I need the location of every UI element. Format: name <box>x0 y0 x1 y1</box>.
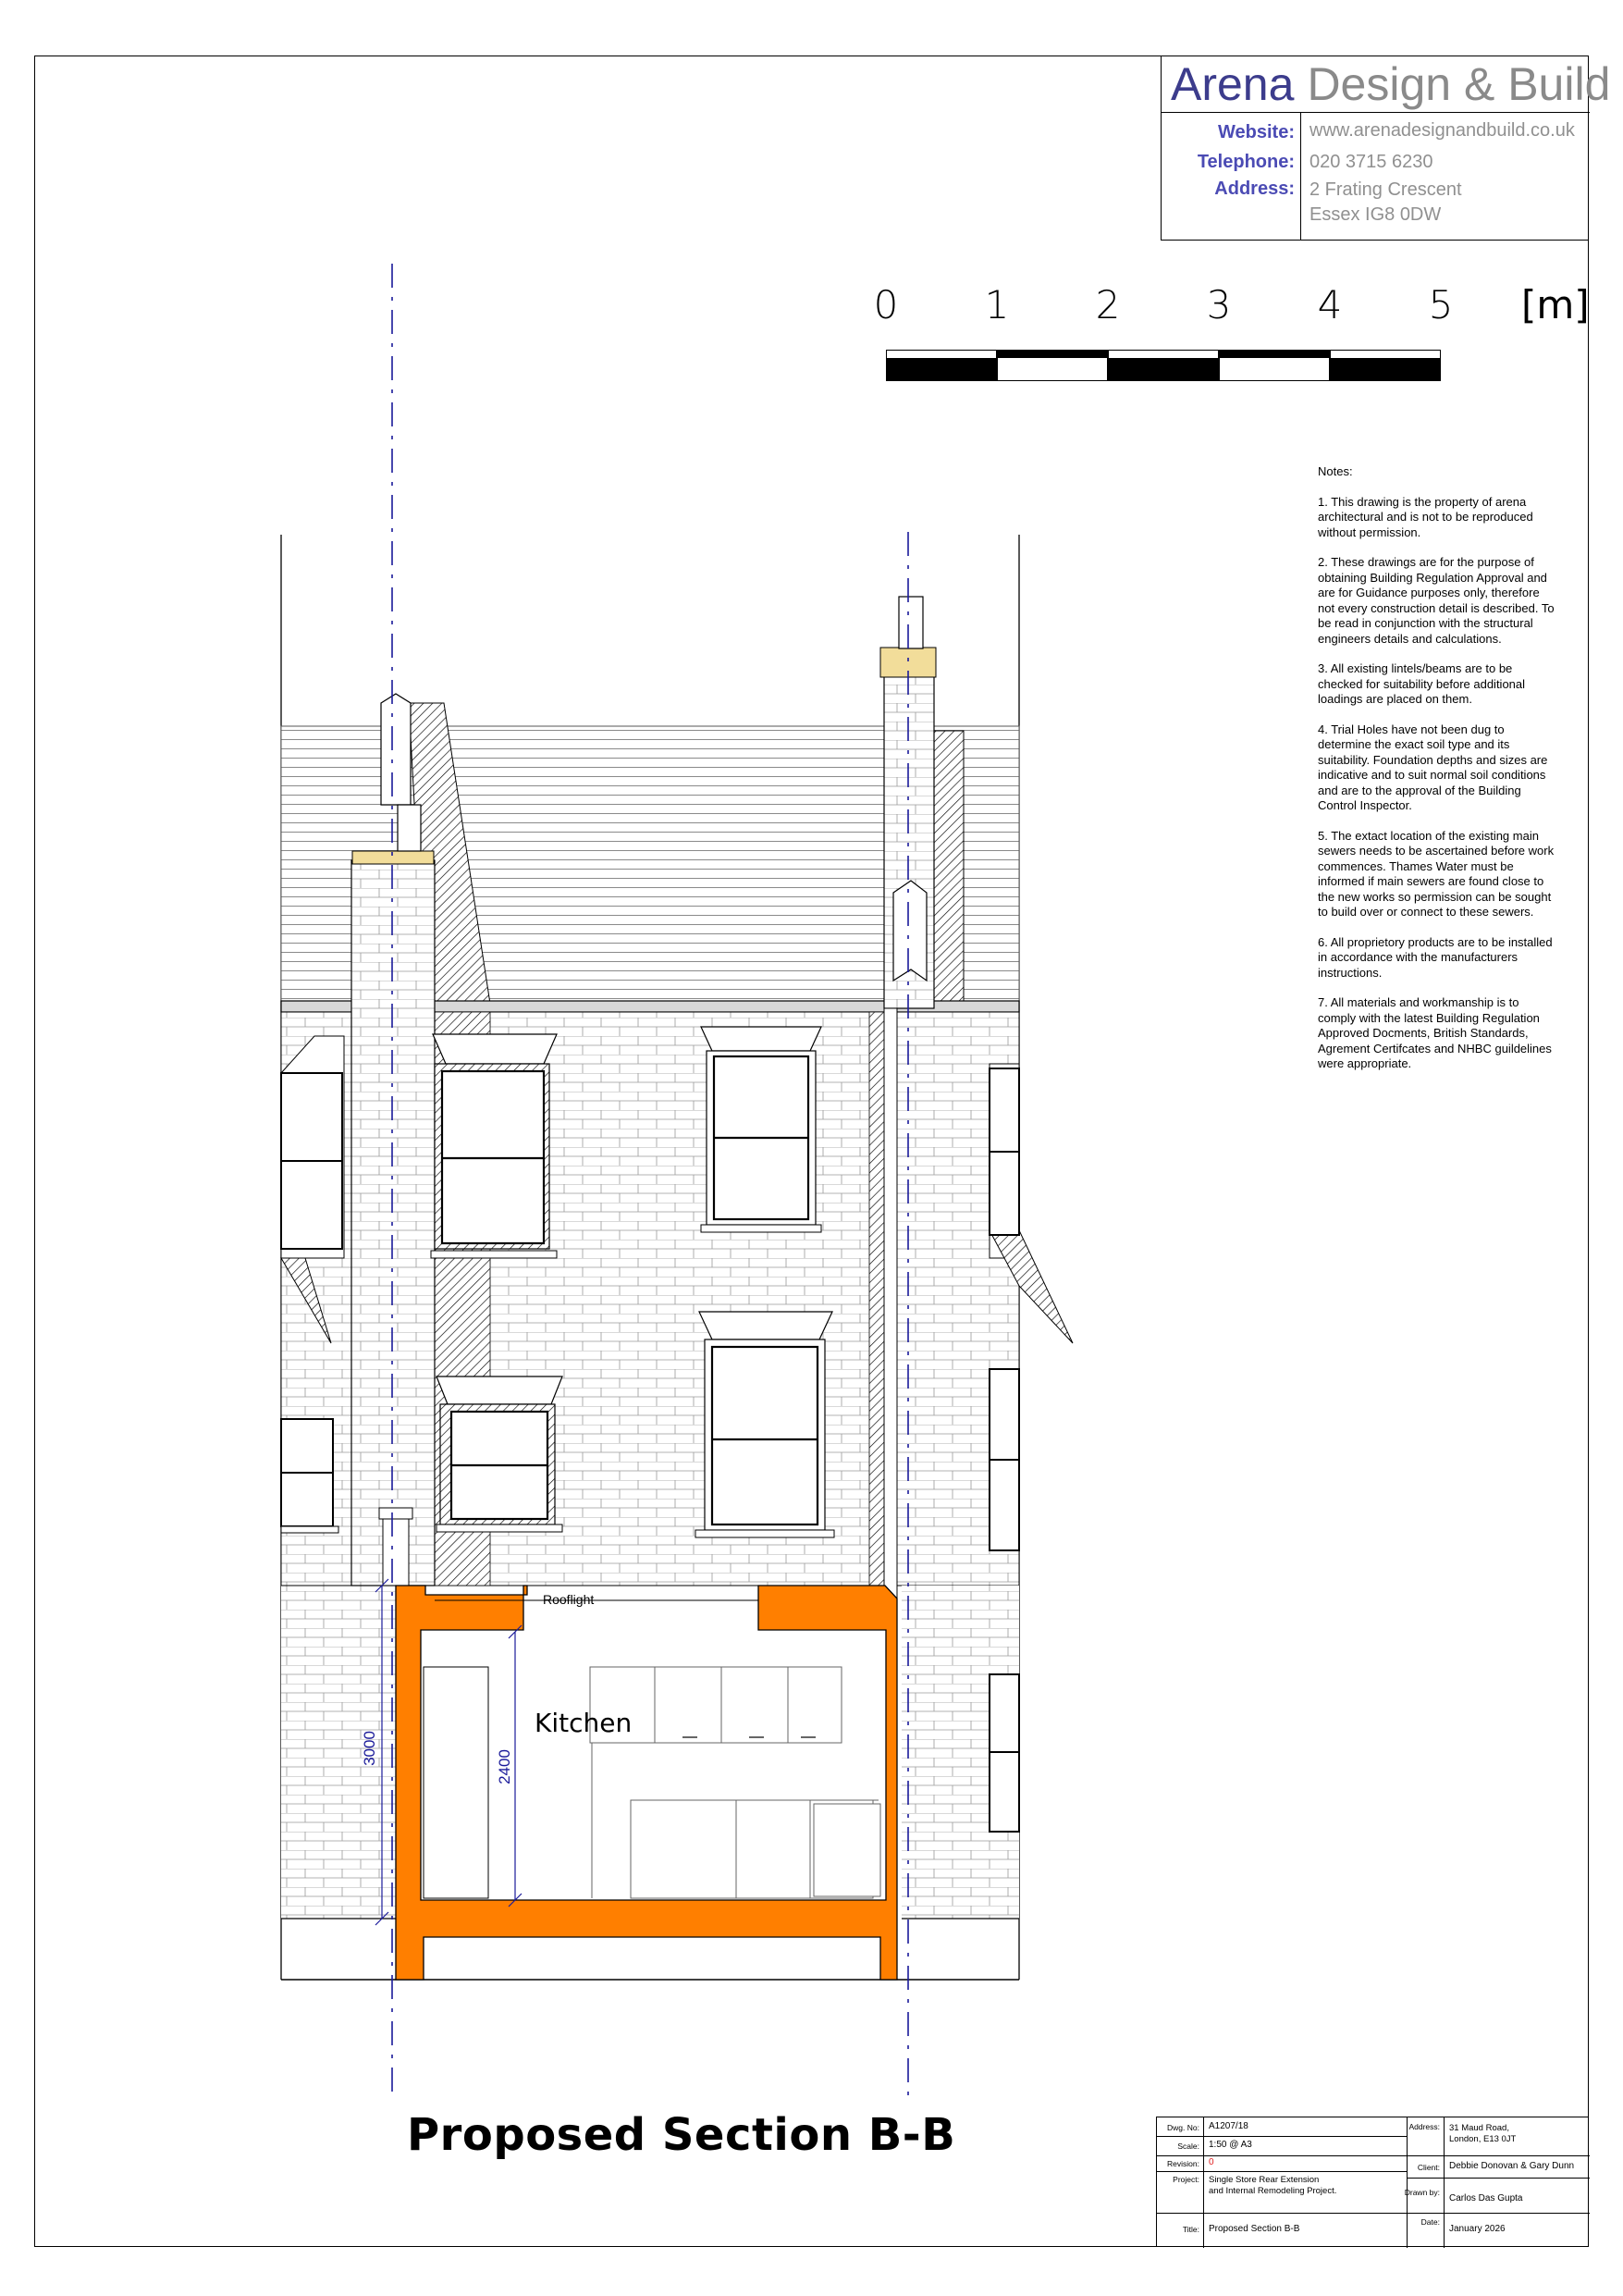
dwg-no-value: A1207/18 <box>1209 2121 1248 2131</box>
soil-pipe <box>383 1519 409 1586</box>
ground-floor-window-left <box>436 1376 562 1532</box>
project-line-2: and Internal Remodeling Project. <box>1209 2186 1337 2196</box>
brand-name: Arena <box>1171 58 1295 110</box>
drawn-by-label: Drawn by: <box>1404 2188 1440 2197</box>
telephone-value: 020 3715 6230 <box>1309 152 1433 172</box>
first-floor-window-centre <box>701 1027 821 1232</box>
note-item: 7. All materials and workmanship is to comply with the latest Building Regulation Approved Docments, British Standards, Agrement Certifcates and NHBC guildelines were appropriate. <box>1318 995 1552 1070</box>
title-value: Proposed Section B-B <box>1209 2224 1300 2234</box>
dimension-label-2400: 2400 <box>496 1749 513 1784</box>
rainwater-downpipe <box>884 1008 897 1614</box>
note-item: 3. All existing lintels/beams are to be checked for suitability before additional loadings are placed on them. <box>1318 661 1526 706</box>
address-line-1: 2 Frating Crescent <box>1309 179 1462 200</box>
note-item: 2. These drawings are for the purpose of obtaining Building Regulation Approval and are for Guidance purposes only, therefore not every construction detail is described. To be read in conjunction with the structural engineers details and calculations. <box>1318 555 1555 646</box>
website-label: Website: <box>1218 122 1295 142</box>
left-chimney-stack <box>351 860 435 1586</box>
left-chimney-pot <box>398 805 421 851</box>
scale-tick-label: 5 <box>1428 282 1454 327</box>
date-value: January 2026 <box>1449 2224 1506 2234</box>
scale-tick-label: 3 <box>1206 282 1232 327</box>
neighbour-wall <box>281 1586 403 1919</box>
client-value: Debbie Donovan & Gary Dunn <box>1449 2161 1575 2171</box>
address-label-tb: Address: <box>1408 2122 1440 2131</box>
address-line-2: Essex IG8 0DW <box>1309 204 1442 225</box>
tall-fridge-unit <box>424 1667 488 1898</box>
right-flue-vent <box>893 881 927 981</box>
revision-value: 0 <box>1209 2157 1214 2167</box>
client-label: Client: <box>1417 2163 1440 2172</box>
scale-tick-label: 1 <box>984 282 1010 327</box>
ground-floor-window-centre <box>695 1312 834 1537</box>
title-block <box>1156 2117 1589 2247</box>
website-link[interactable]: www.arenadesignandbuild.co.uk <box>1309 120 1575 141</box>
scale-tick-label: 0 <box>873 282 899 327</box>
notes-heading: Notes: <box>1318 464 1353 478</box>
site-address-line-2: London, E13 0JT <box>1449 2134 1517 2144</box>
neighbour-ground-window-left <box>281 1419 338 1533</box>
project-label: Project: <box>1173 2175 1199 2184</box>
left-chimney-flue <box>381 694 411 805</box>
project-line-1: Single Store Rear Extension <box>1209 2175 1320 2185</box>
note-item: 1. This drawing is the property of arena architectural and is not to be reproduced without permission. <box>1318 494 1533 539</box>
scale-tick-label: 2 <box>1095 282 1121 327</box>
title-label: Title: <box>1182 2225 1199 2234</box>
room-label-kitchen: Kitchen <box>535 1708 633 1738</box>
scale-unit: [m] <box>1521 282 1590 327</box>
dimension-label-3000: 3000 <box>361 1731 378 1766</box>
note-item: 5. The extact location of the existing main sewers needs to be ascertained before work commences. Thames Water must be informed if main sewers are found close to the new works so permission can be sought to build over or connect to these sewers. <box>1318 828 1555 919</box>
address-label: Address: <box>1214 179 1295 199</box>
telephone-label: Telephone: <box>1197 152 1295 172</box>
left-chimney-cap <box>352 851 434 864</box>
scale-value: 1:50 @ A3 <box>1209 2140 1252 2150</box>
revision-label: Revision: <box>1167 2159 1199 2168</box>
site-address-line-1: 31 Maud Road, <box>1449 2123 1509 2133</box>
brand-name-rest: Design & Build <box>1307 58 1611 110</box>
drawing-title: Proposed Section B-B <box>407 2109 956 2161</box>
note-item: 4. Trial Holes have not been dug to determine the exact soil type and its suitability. Foundation depths and sizes are indicative and to suit normal soil conditions and are to the approval of the Building Control Inspector. <box>1318 722 1548 812</box>
dwg-no-label: Dwg. No: <box>1167 2123 1199 2132</box>
right-chimney-pot <box>899 597 923 648</box>
drawn-by-value: Carlos Das Gupta <box>1449 2193 1523 2203</box>
date-label: Date: <box>1420 2217 1440 2227</box>
rooflight-label: Rooflight <box>543 1592 595 1607</box>
end-cabinet <box>814 1804 880 1896</box>
scale-label: Scale: <box>1177 2142 1199 2151</box>
note-item: 6. All proprietory products are to be installed in accordance with the manufacturers instructions. <box>1318 934 1553 980</box>
first-floor-window-left <box>431 1034 557 1258</box>
scale-tick-label: 4 <box>1317 282 1343 327</box>
soil-pipe-cap <box>379 1508 412 1519</box>
